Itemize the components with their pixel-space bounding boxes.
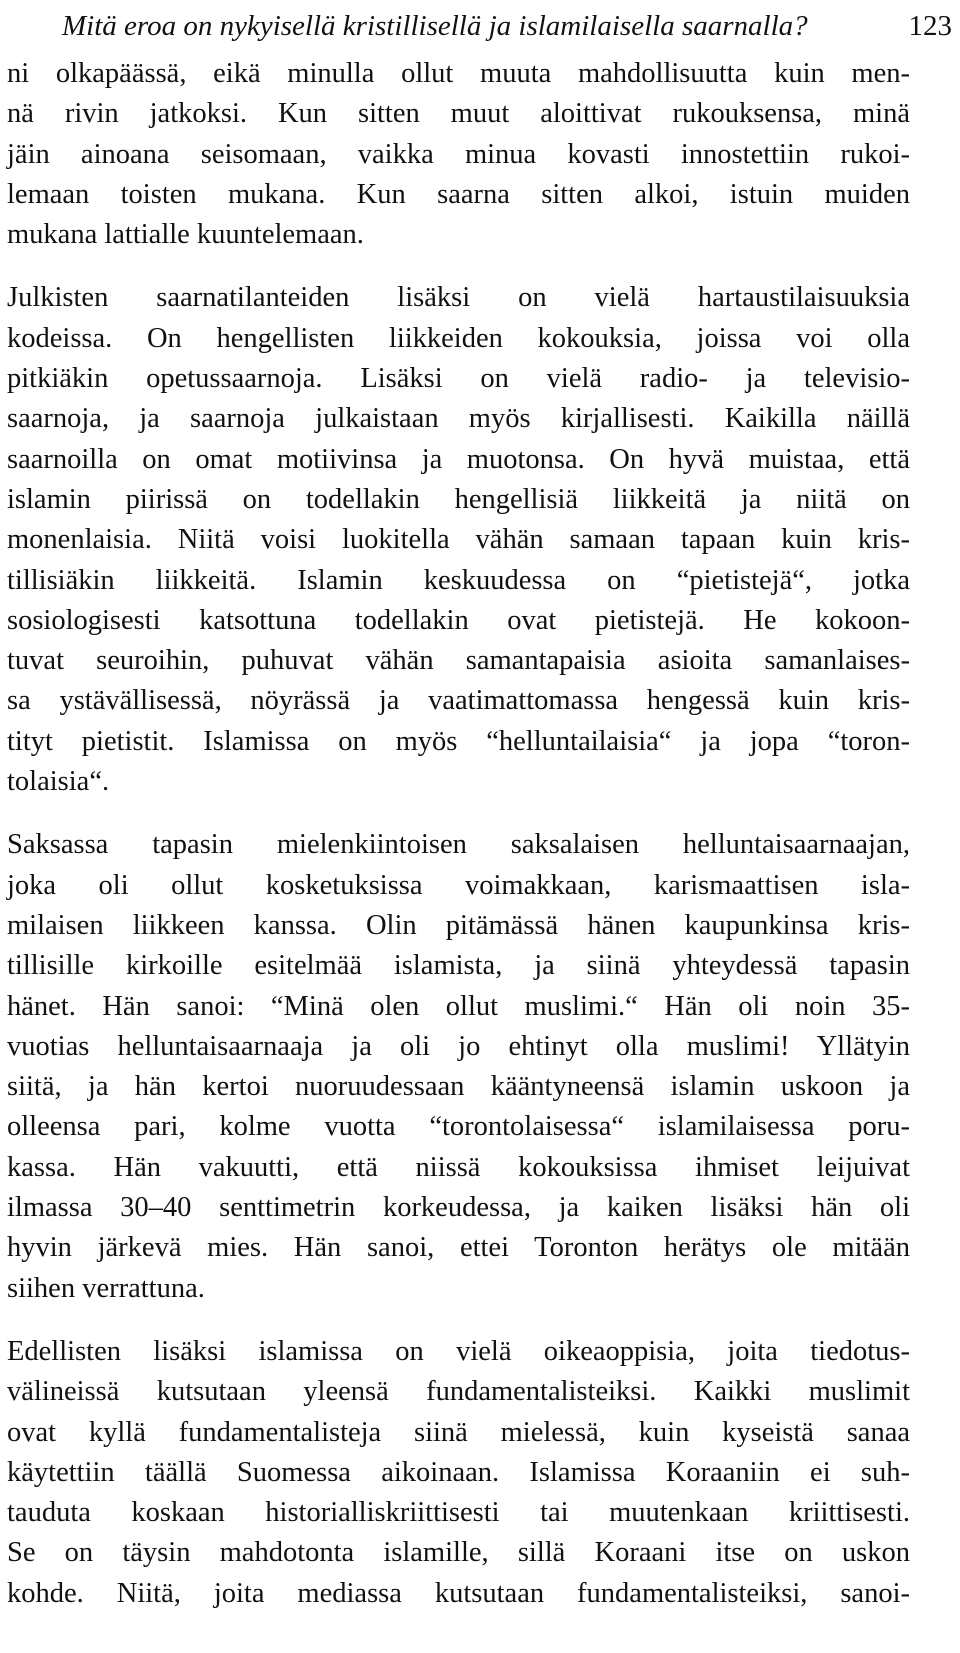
text-line: kodeissa. On hengellisten liikkeiden kokouksia, joissa voi olla	[7, 322, 910, 354]
text-line: jäin ainoana seisomaan, vaikka minua kovasti innostettiin rukoi-	[7, 138, 910, 170]
text-line: ilmassa 30–40 senttimetrin korkeudessa, ja kaiken lisäksi hän oli	[7, 1192, 910, 1224]
paragraph-4	[7, 1332, 910, 1614]
header-title: Mitä eroa on nykyisellä kristillisellä ja islamilaisella saarnalla?	[62, 10, 808, 42]
text-line: Julkisten saarnatilanteiden lisäksi on vielä hartaustilaisuuksia	[7, 282, 910, 314]
text-line: tityt pietistit. Islamissa on myös “helluntailaisia“ ja jopa “toron-	[7, 725, 910, 757]
text-line: milaisen liikkeen kanssa. Olin pitämässä hänen kaupunkinsa kris-	[7, 909, 910, 941]
running-header	[62, 4, 952, 48]
text-line: monenlaisia. Niitä voisi luokitella vähän samaan tapaan kuin kris-	[7, 524, 910, 556]
text-line: vuotias helluntaisaarnaaja ja oli jo ehtinyt olla muslimi! Yllätyin	[7, 1030, 910, 1062]
page-number: 123	[908, 10, 952, 42]
text-line: tauduta koskaan historialliskriittisesti tai muutenkaan kriittisesti.	[7, 1497, 910, 1529]
text-line: sosiologisesti katsottuna todellakin ovat pietistejä. He kokoon-	[7, 604, 910, 636]
text-line: kassa. Hän vakuutti, että niissä kokouksissa ihmiset leijuivat	[7, 1151, 910, 1183]
text-line: nä rivin jatkoksi. Kun sitten muut aloittivat rukouksensa, minä	[7, 98, 910, 130]
text-line: pitkiäkin opetussaarnoja. Lisäksi on vielä radio- ja televisio-	[7, 363, 910, 395]
text-line: ni olkapäässä, eikä minulla ollut muuta mahdollisuutta kuin men-	[7, 58, 910, 89]
text-line: joka oli ollut kosketuksissa voimakkaan, karismaattisen isla-	[7, 869, 910, 901]
text-line: tolaisia“.	[7, 766, 110, 798]
text-line: Edellisten lisäksi islamissa on vielä oikeaoppisia, joita tiedotus-	[7, 1335, 910, 1367]
text-line: mukana lattialle kuuntelemaan.	[7, 219, 364, 251]
text-line: hyvin järkevä mies. Hän sanoi, ettei Toronton herätys ole mitään	[7, 1232, 910, 1264]
text-line: sa ystävällisessä, nöyrässä ja vaatimattomassa hengessä kuin kris-	[7, 685, 910, 717]
paragraph-3	[7, 825, 910, 1309]
paragraph-2	[7, 278, 910, 802]
text-line: tuvat seuroihin, puhuvat vähän samantapaisia asioita samanlaises-	[7, 645, 910, 677]
text-line: tillisille kirkoille esitelmää islamista, ja siinä yhteydessä tapasin	[7, 950, 910, 982]
text-line: islamin piirissä on todellakin hengellisiä liikkeitä ja niitä on	[7, 483, 910, 515]
text-line: olleensa pari, kolme vuotta “torontolaisessa“ islamilaisessa poru-	[7, 1111, 910, 1143]
text-line: lemaan toisten mukana. Kun saarna sitten alkoi, istuin muiden	[7, 178, 910, 210]
text-line: siihen verrattuna.	[7, 1272, 205, 1304]
text-line: saarnoilla on omat motiivinsa ja muotonsa. On hyvä muistaa, että	[7, 443, 910, 475]
text-line: siitä, ja hän kertoi nuoruudessaan kääntyneensä islamin uskoon ja	[7, 1071, 910, 1103]
text-line: tillisiäkin liikkeitä. Islamin keskuudessa on “pietistejä“, jotka	[7, 564, 910, 596]
text-line: Saksassa tapasin mielenkiintoisen saksalaisen helluntaisaarnaajan,	[7, 829, 910, 861]
text-line: saarnoja, ja saarnoja julkaistaan myös kirjallisesti. Kaikilla näillä	[7, 403, 910, 435]
text-line: käytettiin täällä Suomessa aikoinaan. Islamissa Koraaniin ei suh-	[7, 1456, 910, 1488]
body-text	[7, 54, 910, 1614]
text-line: ovat kyllä fundamentalisteja siinä mielessä, kuin kyseistä sanaa	[7, 1416, 910, 1448]
paragraph-1	[7, 54, 910, 255]
text-line: välineissä kutsutaan yleensä fundamentalisteiksi. Kaikki muslimit	[7, 1376, 910, 1408]
text-line: hänet. Hän sanoi: “Minä olen ollut muslimi.“ Hän oli noin 35-	[7, 990, 910, 1022]
text-line: Se on täysin mahdotonta islamille, sillä Koraani itse on uskon	[7, 1537, 910, 1569]
text-line: kohde. Niitä, joita mediassa kutsutaan fundamentalisteiksi, sanoi-	[7, 1577, 910, 1609]
